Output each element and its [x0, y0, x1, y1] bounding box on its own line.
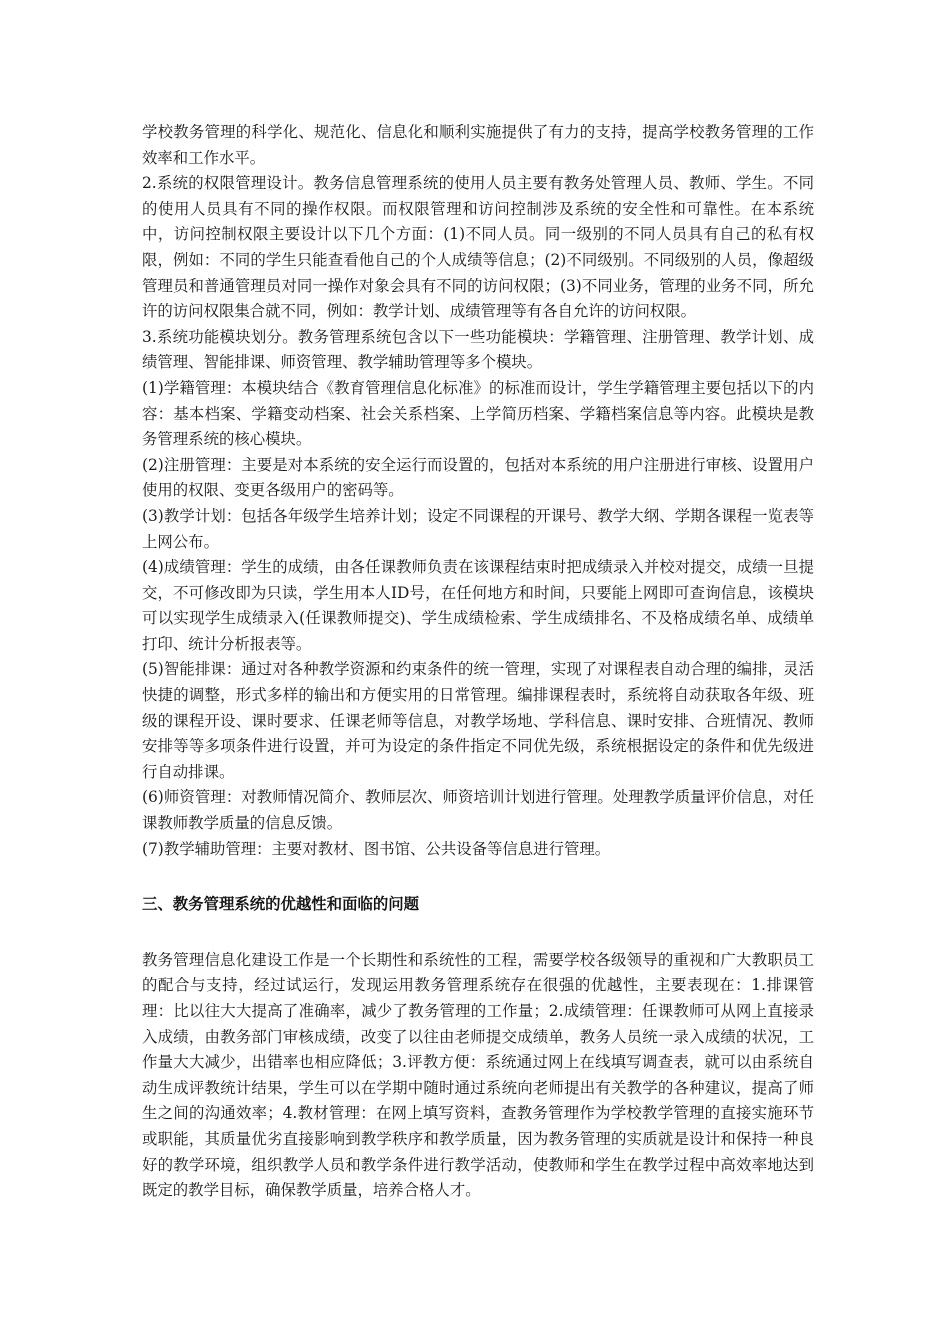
section-heading: 三、教务管理系统的优越性和面临的问题: [142, 895, 420, 914]
paragraph-faculty-management: (6)师资管理：对教师情况简介、教师层次、师资培训计划进行管理。处理教学质量评价信息，对任课教师教学质量的信息反馈。: [142, 788, 814, 833]
paragraph-intro-continuation: 学校教务管理的科学化、规范化、信息化和顺利实施提供了有力的支持，提高学校教务管理的工作效率和工作水平。: [142, 123, 814, 167]
paragraph-section-body: 教务管理信息化建设工作是一个长期性和系统性的工程，需要学校各级领导的重视和广大教职员工的配合与支持，经过试运行，发现运用教务管理系统存在很强的优越性，主要表现在：1.排课管理：比以往大大提高了准确率，减少了教务管理的工作量；2.成绩管理：任课教师可从网上直接录入成绩，由教务部门审核成绩，改变了以往由老师提交成绩单，教务人员统一录入成绩的状况，工作量大大减少，出错率也相应降低；3.评教方便：系统通过网上在线填写调查表，就可以由系统自动生成评教统计结果，学生可以在学期中随时通过系统向老师提出有关教学的各种建议，提高了师生之间的沟通效率；4.教材管理：在网上填写资料，查教务管理作为学校教学管理的直接实施环节或职能，其质量优劣直接影响到教学秩序和教学质量，因为教务管理的实质就是设计和保持一种良好的教学环境，组织教学人员和教学条件进行教学活动，使教师和学生在教学过程中高效率地达到既定的教学目标，确保教学质量，培养合格人才。: [142, 950, 814, 1200]
paragraph-module-division: 3.系统功能模块划分。教务管理系统包含以下一些功能模块：学籍管理、注册管理、教学计划、成绩管理、智能排课、师资管理、教学辅助管理等多个模块。: [142, 327, 814, 372]
paragraph-registration: (2)注册管理：主要是对本系统的安全运行而设置的，包括对本系统的用户注册进行审核、设置用户使用的权限、变更各级用户的密码等。: [142, 455, 814, 500]
paragraph-teaching-assistance: (7)教学辅助管理：主要对教材、图书馆、公共设备等信息进行管理。: [142, 839, 611, 858]
paragraph-teaching-plan: (3)教学计划：包括各年级学生培养计划；设定不同课程的开课号、教学大纲、学期各课程一览表等上网公布。: [142, 506, 814, 551]
document-page: [142, 120, 814, 1204]
paragraph-student-records: (1)学籍管理：本模块结合《教育管理信息化标准》的标准而设计，学生学籍管理主要包括以下的内容：基本档案、学籍变动档案、社会关系档案、上学简历档案、学籍档案信息等内容。此模块是教务管理系统的核心模块。: [142, 378, 814, 449]
paragraph-grade-management: (4)成绩管理：学生的成绩，由各任课教师负责在该课程结束时把成绩录入并校对提交，成绩一旦提交，不可修改即为只读，学生用本人ID号，在任何地方和时间，只要能上网即可查询信息，该模块可以实现学生成绩录入(任课教师提交)、学生成绩检索、学生成绩排名、不及格成绩名单、成绩单打印、统计分析报表等。: [142, 558, 814, 653]
paragraph-permission-design: 2.系统的权限管理设计。教务信息管理系统的使用人员主要有教务处管理人员、教师、学生。不同的使用人员具有不同的操作权限。而权限管理和访问控制涉及系统的安全性和可靠性。在本系统中，访问控制权限主要设计以下几个方面：(1)不同人员。同一级别的不同人员具有自己的私有权限，例如：不同的学生只能查看他自己的个人成绩等信息；(2)不同级别。不同级别的人员，像超级管理员和普通管理员对同一操作对象会具有不同的访问权限；(3)不同业务，管理的业务不同，所允许的访问权限集合就不同，例如：教学计划、成绩管理等有各自允许的访问权限。: [142, 174, 814, 321]
paragraph-smart-scheduling: (5)智能排课：通过对各种教学资源和约束条件的统一管理，实现了对课程表自动合理的编排，灵活快捷的调整，形式多样的输出和方便实用的日常管理。编排课程表时，系统将自动获取各年级、班级的课程开设、课时要求、任课老师等信息，对教学场地、学科信息、课时安排、合班情况、教师安排等等多项条件进行设置，并可为设定的条件指定不同优先级，系统根据设定的条件和优先级进行自动排课。: [142, 660, 814, 781]
